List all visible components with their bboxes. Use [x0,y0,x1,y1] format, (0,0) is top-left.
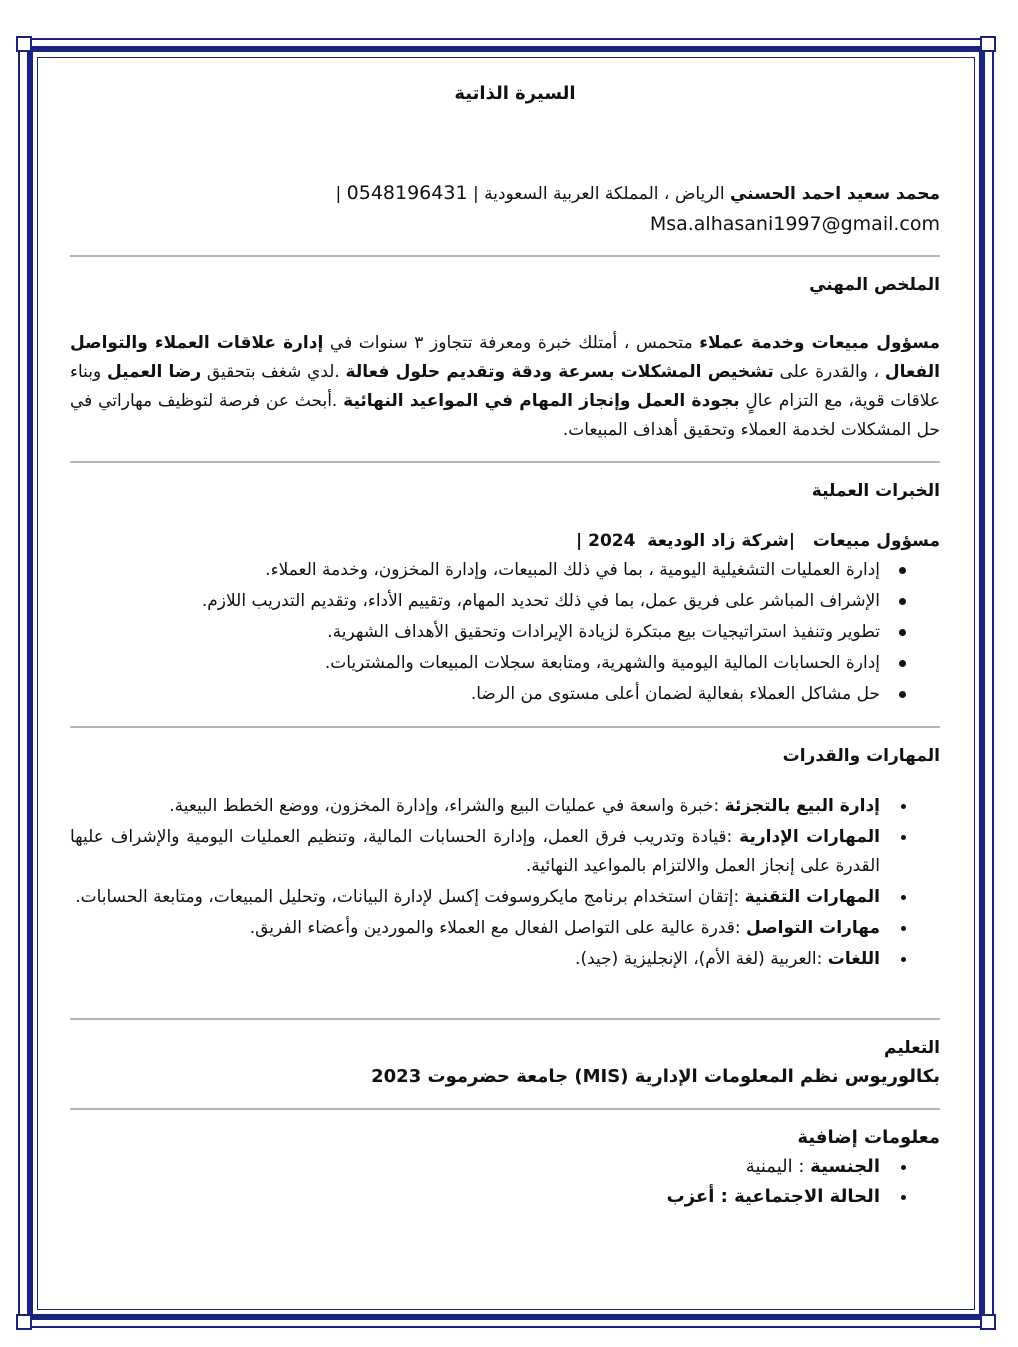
summary-bold-role: مسؤول مبيعات وخدمة عملاء [699,333,941,353]
list-item: تطوير وتنفيذ استراتيجيات بيع مبتكرة لزيادة الإيرادات وتحقيق الأهداف الشهرية. [70,617,880,648]
summary-paragraph [70,329,940,445]
experience-heading: الخبرات العملية [811,481,940,501]
list-item [70,1182,880,1212]
skill-label: مهارات التواصل [746,918,880,938]
summary-text: ، والقدرة على [773,362,885,382]
candidate-location: الرياض ، المملكة العربية السعودية [484,184,725,204]
list-item [70,792,880,821]
skill-text: :قيادة وتدريب فرق العمل، وإدارة الحسابات المالية، وتنظيم العمليات اليومية والإشراف عليها القدرة على إنجاز العمل والالتزام بالمواعيد النهائية. [70,827,880,876]
job-company: |شركة زاد الوديعة [647,531,796,551]
summary-bold-crm: إدارة علاقات العملاء والتواصل الفعال [70,333,940,382]
skill-text: :خبرة واسعة في عمليات البيع والشراء، وإدارة المخزون، ووضع الخطط البيعية. [169,796,725,816]
marital-status-label: الحالة الاجتماعية [734,1186,880,1207]
nationality-label: الجنسية [810,1156,880,1177]
list-item [70,945,880,974]
skill-label: اللغات [827,949,880,969]
job-year: 2024 [588,531,636,551]
section-divider [70,461,940,463]
skill-text: :إتقان استخدام برنامج مايكروسوفت إكسل لإدارة البيانات، وتحليل المبيعات، ومتابعة الحسابات. [75,887,745,907]
section-divider [70,726,940,728]
list-item [70,914,880,943]
extra-heading: معلومات إضافية [797,1127,940,1148]
skills-heading: المهارات والقدرات [782,746,940,766]
summary-text: .لدي شغف بتحقيق [201,362,346,382]
document-title: السيرة الذاتية [454,83,576,104]
skill-label: إدارة البيع بالتجزئة [724,796,880,816]
summary-bold-satisfaction: رضا العميل [106,362,202,382]
skills-list [70,792,940,974]
skill-label: المهارات التقنية [744,887,880,907]
skill-text: :قدرة عالية على التواصل الفعال مع العملاء والموردين وأعضاء الفريق. [249,918,747,938]
skill-label: المهارات الإدارية [739,827,880,847]
list-item [70,1152,880,1182]
border-corner-top-left [16,36,32,52]
summary-text: .أبحث عن فرصة لتوظيف مهاراتي في حل المشكلات لخدمة العملاء وتحقيق أهداف المبيعات. [70,391,940,440]
contact-separator: | [335,184,342,204]
list-item: إدارة الحسابات المالية اليومية والشهرية، ومتابعة سجلات المبيعات والمشتريات. [70,648,880,679]
candidate-name: محمد سعيد احمد الحسني [729,184,940,204]
list-item [70,823,880,881]
section-divider [70,255,940,257]
experience-list [70,555,940,710]
contact-separator: | [472,184,479,204]
summary-text: وبناء علاقات قوية، مع التزام عالٍ [70,362,940,411]
border-corner-bottom-right [980,1314,996,1330]
nationality-value: : اليمنية [745,1156,811,1177]
summary-heading: الملخص المهني [809,275,940,295]
list-item: الإشراف المباشر على فريق عمل، بما في ذلك تحديد المهام، وتقييم الأداء، وتقديم التدريب اللازم. [70,586,880,617]
extra-list [70,1152,940,1212]
skill-text: :العربية (لغة الأم)، الإنجليزية (جيد). [575,949,828,969]
candidate-email: Msa.alhasani1997@gmail.com [649,213,940,235]
contact-line [70,178,940,209]
section-divider [70,1108,940,1110]
job-title: مسؤول مبيعات [812,531,940,551]
section-divider [70,1018,940,1020]
border-corner-top-right [980,36,996,52]
list-item: حل مشاكل العملاء بفعالية لضمان أعلى مستوى من الرضا. [70,679,880,710]
list-item [70,883,880,912]
summary-text: متحمس ، أمتلك خبرة ومعرفة تتجاوز ٣ سنوات في [323,333,700,353]
education-section [70,1034,940,1092]
education-heading: التعليم [884,1038,940,1058]
marital-status-value: : أعزب [666,1186,735,1207]
list-item: إدارة العمليات التشغيلية اليومية ، بما في ذلك المبيعات، وإدارة المخزون، وخدمة العملاء. [70,555,880,586]
border-corner-bottom-left [16,1314,32,1330]
summary-bold-quality: بجودة العمل وإنجاز المهام في المواعيد النهائية [343,391,740,411]
summary-bold-problem-solving: تشخيص المشكلات بسرعة ودقة وتقديم حلول فعالة [345,362,774,382]
job-separator: | [575,531,583,551]
candidate-phone: 0548196431 [346,182,468,204]
job-title-line [70,527,940,555]
education-degree: بكالوريوس نظم المعلومات الإدارية (MIS) جامعة حضرموت 2023 [371,1066,940,1087]
resume-page [70,60,940,1212]
